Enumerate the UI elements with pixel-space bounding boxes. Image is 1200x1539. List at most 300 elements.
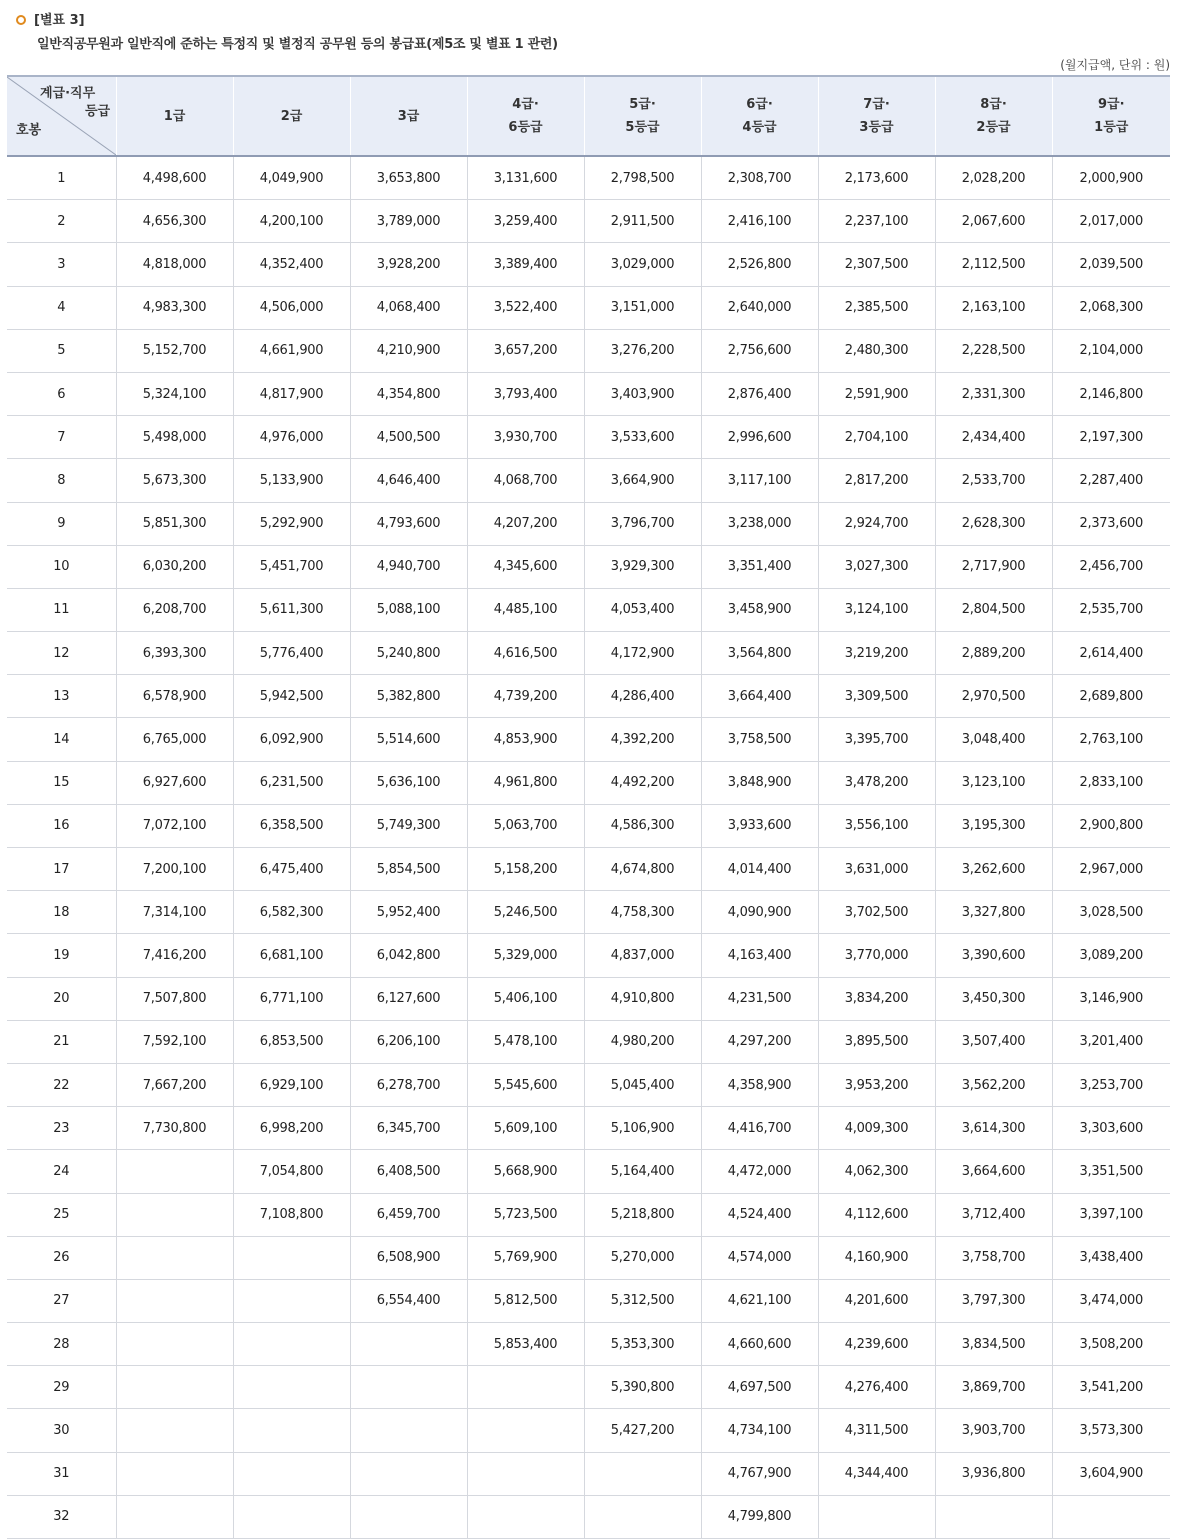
salary-cell: 3,758,700: [935, 1236, 1052, 1279]
table-row: [7, 1366, 1170, 1409]
table-row: [7, 1452, 1170, 1495]
column-header-line: 3급: [397, 108, 420, 124]
salary-cell: [467, 1409, 584, 1452]
salary-cell: 2,967,000: [1052, 848, 1170, 891]
salary-cell: [350, 1495, 467, 1538]
salary-cell: 4,344,400: [818, 1452, 935, 1495]
salary-cell: 4,352,400: [233, 243, 350, 286]
salary-cell: 6,208,700: [116, 588, 233, 631]
salary-cell: 4,734,100: [701, 1409, 818, 1452]
salary-cell: 4,980,200: [584, 1020, 701, 1063]
salary-cell: [467, 1452, 584, 1495]
salary-cell: 4,354,800: [350, 372, 467, 415]
salary-cell: 2,146,800: [1052, 372, 1170, 415]
salary-cell: 4,053,400: [584, 588, 701, 631]
salary-cell: 5,609,100: [467, 1107, 584, 1150]
salary-cell: 3,653,800: [350, 156, 467, 200]
salary-cell: 4,656,300: [116, 200, 233, 243]
salary-cell: 5,329,000: [467, 934, 584, 977]
salary-cell: 3,309,500: [818, 675, 935, 718]
salary-cell: 2,704,100: [818, 416, 935, 459]
salary-cell: 3,303,600: [1052, 1107, 1170, 1150]
column-header-line: 7급·: [863, 97, 890, 112]
salary-cell: 2,533,700: [935, 459, 1052, 502]
salary-cell: 3,631,000: [818, 848, 935, 891]
salary-cell: 5,353,300: [584, 1323, 701, 1366]
salary-cell: 5,723,500: [467, 1193, 584, 1236]
table-row: [7, 588, 1170, 631]
column-header: [1052, 76, 1170, 156]
salary-cell: 3,390,600: [935, 934, 1052, 977]
salary-cell: 3,712,400: [935, 1193, 1052, 1236]
table-row: [7, 1020, 1170, 1063]
step-cell: 7: [7, 416, 116, 459]
salary-cell: 4,358,900: [701, 1063, 818, 1106]
salary-cell: 2,163,100: [935, 286, 1052, 329]
table-row: [7, 200, 1170, 243]
salary-cell: [116, 1495, 233, 1538]
salary-cell: [350, 1366, 467, 1409]
salary-cell: 3,541,200: [1052, 1366, 1170, 1409]
salary-cell: 3,953,200: [818, 1063, 935, 1106]
salary-cell: 5,406,100: [467, 977, 584, 1020]
salary-cell: 5,812,500: [467, 1279, 584, 1322]
table-row: [7, 1495, 1170, 1538]
salary-cell: 2,756,600: [701, 329, 818, 372]
salary-cell: 4,500,500: [350, 416, 467, 459]
salary-cell: 5,152,700: [116, 329, 233, 372]
step-cell: 5: [7, 329, 116, 372]
salary-cell: 2,068,300: [1052, 286, 1170, 329]
salary-cell: 4,297,200: [701, 1020, 818, 1063]
table-title: 일반직공무원과 일반직에 준하는 특정직 및 별정직 공무원 등의 봉급표(제5조 및 별표 1 관련): [37, 37, 558, 52]
salary-cell: 2,924,700: [818, 502, 935, 545]
salary-cell: 2,717,900: [935, 545, 1052, 588]
salary-cell: 3,389,400: [467, 243, 584, 286]
table-row: [7, 372, 1170, 415]
salary-cell: 4,090,900: [701, 891, 818, 934]
table-row: [7, 243, 1170, 286]
salary-cell: 5,246,500: [467, 891, 584, 934]
salary-cell: 4,506,000: [233, 286, 350, 329]
salary-cell: [233, 1409, 350, 1452]
salary-cell: 3,508,200: [1052, 1323, 1170, 1366]
salary-cell: [467, 1366, 584, 1409]
step-cell: 27: [7, 1279, 116, 1322]
salary-cell: 7,072,100: [116, 804, 233, 847]
salary-cell: [116, 1366, 233, 1409]
step-cell: 32: [7, 1495, 116, 1538]
salary-cell: [1052, 1495, 1170, 1538]
salary-cell: 4,492,200: [584, 761, 701, 804]
salary-cell: 2,028,200: [935, 156, 1052, 200]
salary-cell: 4,586,300: [584, 804, 701, 847]
salary-cell: 4,574,000: [701, 1236, 818, 1279]
step-cell: 13: [7, 675, 116, 718]
table-row: [7, 934, 1170, 977]
step-cell: 6: [7, 372, 116, 415]
salary-cell: 5,668,900: [467, 1150, 584, 1193]
column-header-line: 6급·: [746, 97, 773, 112]
salary-cell: 2,416,100: [701, 200, 818, 243]
salary-cell: 2,308,700: [701, 156, 818, 200]
salary-cell: 2,434,400: [935, 416, 1052, 459]
salary-cell: 5,106,900: [584, 1107, 701, 1150]
salary-cell: 6,771,100: [233, 977, 350, 1020]
salary-cell: 5,478,100: [467, 1020, 584, 1063]
salary-cell: 2,591,900: [818, 372, 935, 415]
salary-cell: 7,416,200: [116, 934, 233, 977]
salary-cell: 4,345,600: [467, 545, 584, 588]
salary-cell: 5,853,400: [467, 1323, 584, 1366]
table-row: [7, 1323, 1170, 1366]
salary-cell: 2,817,200: [818, 459, 935, 502]
salary-cell: 4,062,300: [818, 1150, 935, 1193]
circle-bullet-icon: [16, 15, 26, 25]
table-row: [7, 718, 1170, 761]
table-row: [7, 977, 1170, 1020]
column-header: [116, 76, 233, 156]
salary-cell: [233, 1495, 350, 1538]
salary-cell: 3,614,300: [935, 1107, 1052, 1150]
salary-cell: [350, 1409, 467, 1452]
salary-cell: 4,739,200: [467, 675, 584, 718]
salary-cell: [233, 1366, 350, 1409]
column-header-line: 8급·: [980, 97, 1007, 112]
salary-cell: 6,206,100: [350, 1020, 467, 1063]
salary-cell: 3,929,300: [584, 545, 701, 588]
salary-cell: 2,017,000: [1052, 200, 1170, 243]
salary-cell: 3,758,500: [701, 718, 818, 761]
step-cell: 12: [7, 632, 116, 675]
salary-cell: 6,927,600: [116, 761, 233, 804]
column-header-line: 4등급: [742, 120, 777, 135]
salary-cell: 6,231,500: [233, 761, 350, 804]
salary-cell: 3,201,400: [1052, 1020, 1170, 1063]
salary-cell: 3,438,400: [1052, 1236, 1170, 1279]
salary-cell: 2,067,600: [935, 200, 1052, 243]
salary-cell: 6,681,100: [233, 934, 350, 977]
table-row: [7, 675, 1170, 718]
salary-cell: 3,351,400: [701, 545, 818, 588]
corner-label-grade: 계급·직무: [40, 86, 96, 101]
salary-cell: 7,667,200: [116, 1063, 233, 1106]
salary-cell: 2,000,900: [1052, 156, 1170, 200]
salary-cell: 3,869,700: [935, 1366, 1052, 1409]
salary-cell: 2,614,400: [1052, 632, 1170, 675]
step-cell: 31: [7, 1452, 116, 1495]
salary-cell: 6,853,500: [233, 1020, 350, 1063]
salary-cell: 5,218,800: [584, 1193, 701, 1236]
salary-cell: 5,451,700: [233, 545, 350, 588]
salary-cell: 2,689,800: [1052, 675, 1170, 718]
salary-cell: 5,158,200: [467, 848, 584, 891]
salary-cell: 2,526,800: [701, 243, 818, 286]
salary-cell: 3,131,600: [467, 156, 584, 200]
table-row: [7, 891, 1170, 934]
salary-cell: 4,818,000: [116, 243, 233, 286]
salary-cell: 5,427,200: [584, 1409, 701, 1452]
salary-cell: 5,390,800: [584, 1366, 701, 1409]
salary-cell: 5,063,700: [467, 804, 584, 847]
step-cell: 15: [7, 761, 116, 804]
salary-cell: [116, 1150, 233, 1193]
salary-cell: 3,789,000: [350, 200, 467, 243]
salary-cell: 5,045,400: [584, 1063, 701, 1106]
table-row: [7, 1279, 1170, 1322]
salary-cell: 3,219,200: [818, 632, 935, 675]
salary-cell: 4,837,000: [584, 934, 701, 977]
step-cell: 21: [7, 1020, 116, 1063]
salary-cell: 2,307,500: [818, 243, 935, 286]
salary-cell: 3,351,500: [1052, 1150, 1170, 1193]
salary-cell: 6,042,800: [350, 934, 467, 977]
salary-cell: 5,636,100: [350, 761, 467, 804]
salary-cell: 2,996,600: [701, 416, 818, 459]
step-cell: 14: [7, 718, 116, 761]
salary-cell: 5,324,100: [116, 372, 233, 415]
salary-cell: 4,524,400: [701, 1193, 818, 1236]
salary-cell: 4,311,500: [818, 1409, 935, 1452]
salary-cell: 2,876,400: [701, 372, 818, 415]
salary-cell: 3,664,600: [935, 1150, 1052, 1193]
salary-cell: 3,770,000: [818, 934, 935, 977]
salary-cell: 6,508,900: [350, 1236, 467, 1279]
salary-cell: 4,231,500: [701, 977, 818, 1020]
salary-cell: 3,930,700: [467, 416, 584, 459]
salary-cell: 3,478,200: [818, 761, 935, 804]
table-row: [7, 502, 1170, 545]
salary-cell: 4,112,600: [818, 1193, 935, 1236]
corner-label-step: 호봉: [16, 123, 42, 138]
salary-cell: 4,286,400: [584, 675, 701, 718]
salary-cell: 4,207,200: [467, 502, 584, 545]
salary-cell: 3,573,300: [1052, 1409, 1170, 1452]
salary-cell: 5,292,900: [233, 502, 350, 545]
salary-cell: 4,910,800: [584, 977, 701, 1020]
salary-cell: 3,903,700: [935, 1409, 1052, 1452]
salary-cell: 3,048,400: [935, 718, 1052, 761]
step-cell: 30: [7, 1409, 116, 1452]
salary-cell: 3,507,400: [935, 1020, 1052, 1063]
salary-cell: 5,240,800: [350, 632, 467, 675]
salary-cell: [116, 1279, 233, 1322]
salary-cell: 2,287,400: [1052, 459, 1170, 502]
salary-cell: 6,459,700: [350, 1193, 467, 1236]
column-header-line: 5급·: [629, 97, 656, 112]
salary-cell: 3,450,300: [935, 977, 1052, 1020]
salary-cell: 3,146,900: [1052, 977, 1170, 1020]
salary-cell: 4,200,100: [233, 200, 350, 243]
salary-cell: [584, 1495, 701, 1538]
salary-cell: 7,730,800: [116, 1107, 233, 1150]
salary-cell: 6,127,600: [350, 977, 467, 1020]
salary-cell: 6,408,500: [350, 1150, 467, 1193]
salary-cell: 3,124,100: [818, 588, 935, 631]
column-header-line: 1급: [163, 108, 186, 124]
salary-cell: 4,160,900: [818, 1236, 935, 1279]
salary-cell: 4,049,900: [233, 156, 350, 200]
salary-cell: 3,238,000: [701, 502, 818, 545]
salary-cell: 4,793,600: [350, 502, 467, 545]
step-cell: 19: [7, 934, 116, 977]
salary-cell: 3,403,900: [584, 372, 701, 415]
salary-cell: 5,133,900: [233, 459, 350, 502]
salary-cell: 3,397,100: [1052, 1193, 1170, 1236]
salary-cell: 4,817,900: [233, 372, 350, 415]
salary-cell: 3,028,500: [1052, 891, 1170, 934]
salary-cell: 6,278,700: [350, 1063, 467, 1106]
salary-cell: 2,833,100: [1052, 761, 1170, 804]
salary-cell: 7,314,100: [116, 891, 233, 934]
salary-cell: 5,514,600: [350, 718, 467, 761]
step-cell: 23: [7, 1107, 116, 1150]
column-header: [350, 76, 467, 156]
step-cell: 11: [7, 588, 116, 631]
salary-cell: 3,657,200: [467, 329, 584, 372]
step-cell: 16: [7, 804, 116, 847]
salary-cell: 3,895,500: [818, 1020, 935, 1063]
salary-cell: 4,799,800: [701, 1495, 818, 1538]
salary-cell: 2,237,100: [818, 200, 935, 243]
salary-cell: 3,123,100: [935, 761, 1052, 804]
salary-cell: [350, 1452, 467, 1495]
salary-cell: 4,646,400: [350, 459, 467, 502]
salary-cell: 3,564,800: [701, 632, 818, 675]
salary-cell: 4,661,900: [233, 329, 350, 372]
step-cell: 25: [7, 1193, 116, 1236]
salary-cell: 2,197,300: [1052, 416, 1170, 459]
column-header-line: 9급·: [1097, 97, 1125, 112]
salary-cell: 5,851,300: [116, 502, 233, 545]
column-header: [584, 76, 701, 156]
table-row: [7, 761, 1170, 804]
step-cell: 8: [7, 459, 116, 502]
salary-cell: 6,358,500: [233, 804, 350, 847]
table-row: [7, 1236, 1170, 1279]
table-label: [16, 9, 85, 28]
salary-cell: 4,172,900: [584, 632, 701, 675]
salary-cell: 3,664,400: [701, 675, 818, 718]
table-row: [7, 1063, 1170, 1106]
step-cell: 10: [7, 545, 116, 588]
header-row: [7, 76, 1170, 156]
salary-cell: 3,562,200: [935, 1063, 1052, 1106]
salary-cell: [818, 1495, 935, 1538]
salary-cell: 5,545,600: [467, 1063, 584, 1106]
table-row: [7, 848, 1170, 891]
salary-cell: 5,776,400: [233, 632, 350, 675]
salary-cell: 5,854,500: [350, 848, 467, 891]
salary-cell: 2,173,600: [818, 156, 935, 200]
column-header-line: 2등급: [976, 120, 1011, 135]
salary-cell: 6,030,200: [116, 545, 233, 588]
salary-cell: 2,911,500: [584, 200, 701, 243]
salary-cell: 4,767,900: [701, 1452, 818, 1495]
step-cell: 17: [7, 848, 116, 891]
step-cell: 2: [7, 200, 116, 243]
step-cell: 29: [7, 1366, 116, 1409]
salary-cell: 6,578,900: [116, 675, 233, 718]
salary-cell: 2,385,500: [818, 286, 935, 329]
step-cell: 24: [7, 1150, 116, 1193]
salary-cell: 4,621,100: [701, 1279, 818, 1322]
step-cell: 9: [7, 502, 116, 545]
column-header-line: 4급·: [512, 97, 539, 112]
salary-cell: 5,952,400: [350, 891, 467, 934]
step-cell: 26: [7, 1236, 116, 1279]
salary-cell: 4,068,700: [467, 459, 584, 502]
salary-cell: 4,616,500: [467, 632, 584, 675]
column-header-line: 2급: [280, 108, 303, 124]
salary-cell: 3,834,200: [818, 977, 935, 1020]
salary-cell: 3,796,700: [584, 502, 701, 545]
salary-cell: 5,270,000: [584, 1236, 701, 1279]
salary-cell: [116, 1193, 233, 1236]
salary-cell: 4,163,400: [701, 934, 818, 977]
salary-cell: 3,276,200: [584, 329, 701, 372]
step-cell: 3: [7, 243, 116, 286]
salary-cell: 4,697,500: [701, 1366, 818, 1409]
step-cell: 18: [7, 891, 116, 934]
step-cell: 4: [7, 286, 116, 329]
salary-cell: 2,535,700: [1052, 588, 1170, 631]
salary-cell: 4,201,600: [818, 1279, 935, 1322]
unit-note: (월지급액, 단위 : 원): [1060, 58, 1170, 72]
column-header-line: 3등급: [859, 120, 894, 135]
salary-cell: 3,848,900: [701, 761, 818, 804]
salary-cell: 6,929,100: [233, 1063, 350, 1106]
salary-cell: 5,769,900: [467, 1236, 584, 1279]
column-header: [701, 76, 818, 156]
salary-cell: 2,889,200: [935, 632, 1052, 675]
salary-cell: 3,936,800: [935, 1452, 1052, 1495]
salary-cell: 5,382,800: [350, 675, 467, 718]
salary-cell: 5,088,100: [350, 588, 467, 631]
salary-cell: 4,674,800: [584, 848, 701, 891]
salary-cell: 6,998,200: [233, 1107, 350, 1150]
salary-cell: 5,164,400: [584, 1150, 701, 1193]
table-row: [7, 545, 1170, 588]
salary-cell: 2,456,700: [1052, 545, 1170, 588]
salary-cell: 3,928,200: [350, 243, 467, 286]
salary-cell: 7,592,100: [116, 1020, 233, 1063]
salary-cell: 3,834,500: [935, 1323, 1052, 1366]
salary-cell: 2,628,300: [935, 502, 1052, 545]
salary-cell: 2,112,500: [935, 243, 1052, 286]
step-cell: 20: [7, 977, 116, 1020]
salary-cell: 7,108,800: [233, 1193, 350, 1236]
salary-cell: 4,009,300: [818, 1107, 935, 1150]
salary-cell: 5,749,300: [350, 804, 467, 847]
step-cell: 22: [7, 1063, 116, 1106]
salary-cell: 2,640,000: [701, 286, 818, 329]
step-cell: 28: [7, 1323, 116, 1366]
salary-cell: 6,554,400: [350, 1279, 467, 1322]
salary-cell: 3,474,000: [1052, 1279, 1170, 1322]
salary-cell: 3,259,400: [467, 200, 584, 243]
column-header: [818, 76, 935, 156]
table-row: [7, 329, 1170, 372]
salary-cell: 5,611,300: [233, 588, 350, 631]
salary-cell: 4,472,000: [701, 1150, 818, 1193]
salary-cell: 7,507,800: [116, 977, 233, 1020]
salary-cell: 3,089,200: [1052, 934, 1170, 977]
salary-cell: [467, 1495, 584, 1538]
column-header: [233, 76, 350, 156]
salary-cell: 4,961,800: [467, 761, 584, 804]
salary-cell: [233, 1236, 350, 1279]
